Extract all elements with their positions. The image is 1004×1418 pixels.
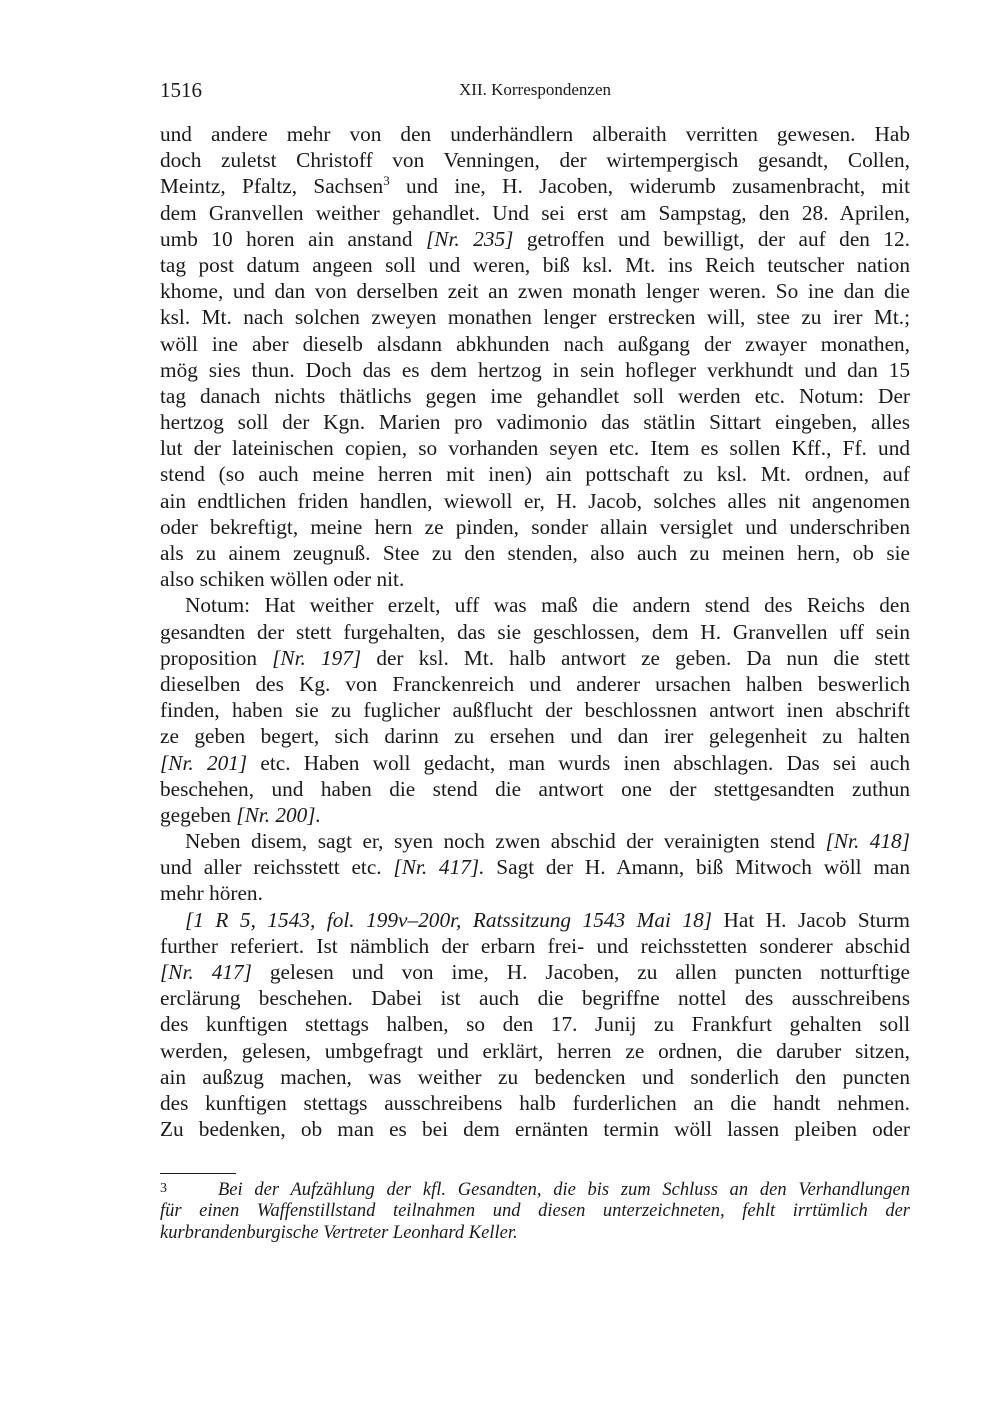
citation: [Nr. 197]: [272, 645, 362, 670]
text-line: [160, 933, 910, 959]
text-line: [160, 540, 910, 566]
text-line: [160, 854, 910, 880]
text-line: [160, 697, 910, 723]
text-line: [160, 723, 910, 749]
text-segment: und ine, H. Jacoben, widerumb zusamenbracht, mit: [389, 174, 910, 199]
text-line: [160, 1038, 910, 1064]
text-segment: lut der lateinischen copien, so vorhanden seyen etc. Item es sollen Kff., Ff. und: [160, 436, 910, 461]
text-segment: mög sies thun. Doch das es dem hertzog in sein hofleger verkhundt und dan 15: [160, 357, 910, 382]
text-segment: proposition: [160, 645, 273, 670]
text-line: [160, 1064, 910, 1090]
text-segment: erclärung beschehen. Dabei ist auch die begriffne nottel des ausschreibens: [160, 986, 910, 1011]
text-line: [160, 147, 910, 173]
text-line: [160, 880, 910, 906]
text-segment: dieselben des Kg. von Franckenreich und anderer ursachen halben beswerlich: [160, 671, 910, 696]
text-segment: tag post datum angeen soll und weren, biß ksl. Mt. ins Reich teutscher nation: [160, 252, 910, 277]
text-segment: der ksl. Mt. halb antwort ze geben. Da nun die stett: [361, 645, 910, 670]
text-segment: werden, gelesen, umbgefragt und erklärt, herren ze ordnen, die daruber sitzen,: [160, 1038, 910, 1063]
text-segment: wöll ine aber dieselb alsdann abkhunden nach außgang der zwayer monathen,: [160, 331, 910, 356]
text-segment: umb 10 horen ain anstand: [160, 226, 426, 251]
citation: [Nr. 417].: [393, 855, 485, 880]
text-line: [160, 173, 910, 199]
text-line: [160, 959, 910, 985]
running-head: XII. Korrespondenzen: [459, 80, 611, 99]
text-line: [160, 488, 910, 514]
text-line: [160, 1116, 910, 1142]
text-segment: Meintz, Pfaltz, Sachsen: [160, 174, 384, 199]
text-segment: Notum: Hat weither erzelt, uff was maß die andern stend des Reichs den: [185, 593, 910, 618]
text-line: [160, 645, 910, 671]
text-segment: als zu ainem zeugnuß. Stee zu den stenden, also auch zu meinen hern, ob sie: [160, 541, 910, 565]
text-segment: gelesen und von ime, H. Jacoben, zu allen puncten notturftige: [251, 960, 910, 984]
footnote-line: kurbrandenburgische Vertreter Leonhard Keller.: [160, 1223, 518, 1243]
footnote-reference: 3: [383, 173, 390, 189]
text-line: [160, 278, 910, 304]
text-segment: Sagt der H. Amann, biß Mitwoch wöll man: [484, 855, 911, 880]
footnote-line: für einen Waffenstillstand teilnahmen und diesen unterzeichneten, fehlt irrtümlich der: [160, 1201, 910, 1221]
text-segment: tag danach nichts thätlichs gegen ime gehandlet soll werden etc. Notum: Der: [160, 383, 910, 408]
citation: [Nr. 200].: [236, 802, 321, 827]
text-line: [160, 907, 910, 933]
text-segment: dem Granvellen weither gehandlet. Und sei erst am Sampstag, den 28. Aprilen,: [160, 200, 910, 225]
text-segment: doch zuletst Christoff von Venningen, der wirtempergisch gesandt, Collen,: [160, 148, 910, 173]
page-number: 1516: [160, 78, 202, 102]
text-segment: ain endtlichen friden handlen, wiewoll er, H. Jacob, solches alles nit angenomen: [160, 488, 910, 513]
text-line: [160, 252, 910, 278]
citation: [Nr. 417]: [160, 960, 252, 984]
citation: [Nr. 235]: [426, 226, 514, 251]
text-segment: stend (so auch meine herren mit inen) ain pottschaft zu ksl. Mt. ordnen, auf: [160, 462, 910, 487]
text-line: [160, 357, 910, 383]
text-line: [160, 566, 910, 592]
text-line: [160, 331, 910, 357]
text-segment: getroffen und bewilligt, der auf den 12.: [513, 226, 911, 251]
text-segment: und andere mehr von den underhändlern alberaith verritten gewesen. Hab: [160, 122, 910, 146]
footnote-line: 3 Bei der Aufzählung der kfl. Gesandten, die bis zum Schluss an den Verhandlungen: [160, 1180, 910, 1200]
text-segment: Hat H. Jacob Sturm: [712, 907, 910, 932]
text-line: [160, 1090, 910, 1116]
footnotes: [160, 1178, 910, 1244]
text-segment: finden, haben sie zu fuglicher außflucht der beschlossnen antwort inen abschrift: [160, 698, 910, 723]
text-segment: etc. Haben woll gedacht, man wurds inen abschlagen. Das sei auch: [247, 750, 910, 775]
text-segment: beschehen, und haben die stend die antwort one der stettgesandten zuthun: [160, 776, 910, 801]
text-segment: also schiken wöllen oder nit.: [160, 567, 405, 592]
text-segment: gegeben: [160, 802, 237, 827]
text-segment: ksl. Mt. nach solchen zweyen monathen lenger erstrecken will, stee zu irer Mt.;: [160, 305, 910, 330]
text-line: [160, 461, 910, 487]
text-line: [160, 592, 910, 618]
text-segment: des kunftigen stettags halben, so den 17. Junij zu Frankfurt gehalten soll: [160, 1012, 910, 1037]
text-segment: hertzog soll der Kgn. Marien pro vadimonio das stätlin Sittart eingeben, alles: [160, 410, 910, 435]
text-line: [160, 1011, 910, 1037]
text-segment: des kunftigen stettags ausschreibens halb furderlichen an die handt nehmen.: [160, 1090, 910, 1115]
text-line: [160, 776, 910, 802]
citation: [Nr. 418]: [825, 829, 910, 854]
citation: [1 R 5, 1543, fol. 199v–200r, Ratssitzung 1543 Mai 18]: [185, 907, 713, 932]
text-line: [160, 985, 910, 1011]
text-line: [160, 383, 910, 409]
text-segment: oder bekreftigt, meine hern ze pinden, sonder allain versiglet und underschriben: [160, 514, 910, 539]
text-line: [160, 121, 910, 147]
text-line: [160, 226, 910, 252]
page-header: [160, 78, 910, 108]
text-line: [160, 619, 910, 645]
text-line: [160, 409, 910, 435]
text-segment: ain außzug machen, was weither zu bedencken und sonderlich den puncten: [160, 1064, 910, 1089]
text-segment: Neben disem, sagt er, syen noch zwen abschid der verainigten stend: [185, 829, 826, 854]
text-segment: und aller reichsstett etc.: [160, 855, 394, 880]
text-line: [160, 514, 910, 540]
footnote-mark: 3: [160, 1181, 167, 1196]
text-line: [160, 671, 910, 697]
document-page: [160, 78, 911, 1243]
text-line: [160, 750, 910, 776]
text-line: [160, 828, 910, 854]
text-segment: Zu bedenken, ob man es bei dem ernänten termin wöll lassen pleiben oder: [160, 1117, 910, 1142]
text-segment: ze geben begert, sich darinn zu ersehen und dan irer gelegenheit zu halten: [160, 724, 910, 749]
body-text: [160, 121, 910, 1142]
text-line: [160, 802, 910, 828]
text-segment: further referiert. Ist nämblich der erbarn frei- und reichsstetten sonderer abschid: [160, 933, 910, 958]
text-line: [160, 435, 910, 461]
text-segment: mehr hören.: [160, 881, 263, 906]
citation: [Nr. 201]: [160, 750, 248, 775]
footnote-separator: [160, 1173, 236, 1174]
text-segment: khome, und dan von derselben zeit an zwen monath lenger weren. So ine dan die: [160, 279, 910, 304]
text-segment: gesandten der stett furgehalten, das sie geschlossen, dem H. Granvellen uff sein: [160, 619, 910, 644]
text-line: [160, 200, 910, 226]
text-line: [160, 304, 910, 330]
